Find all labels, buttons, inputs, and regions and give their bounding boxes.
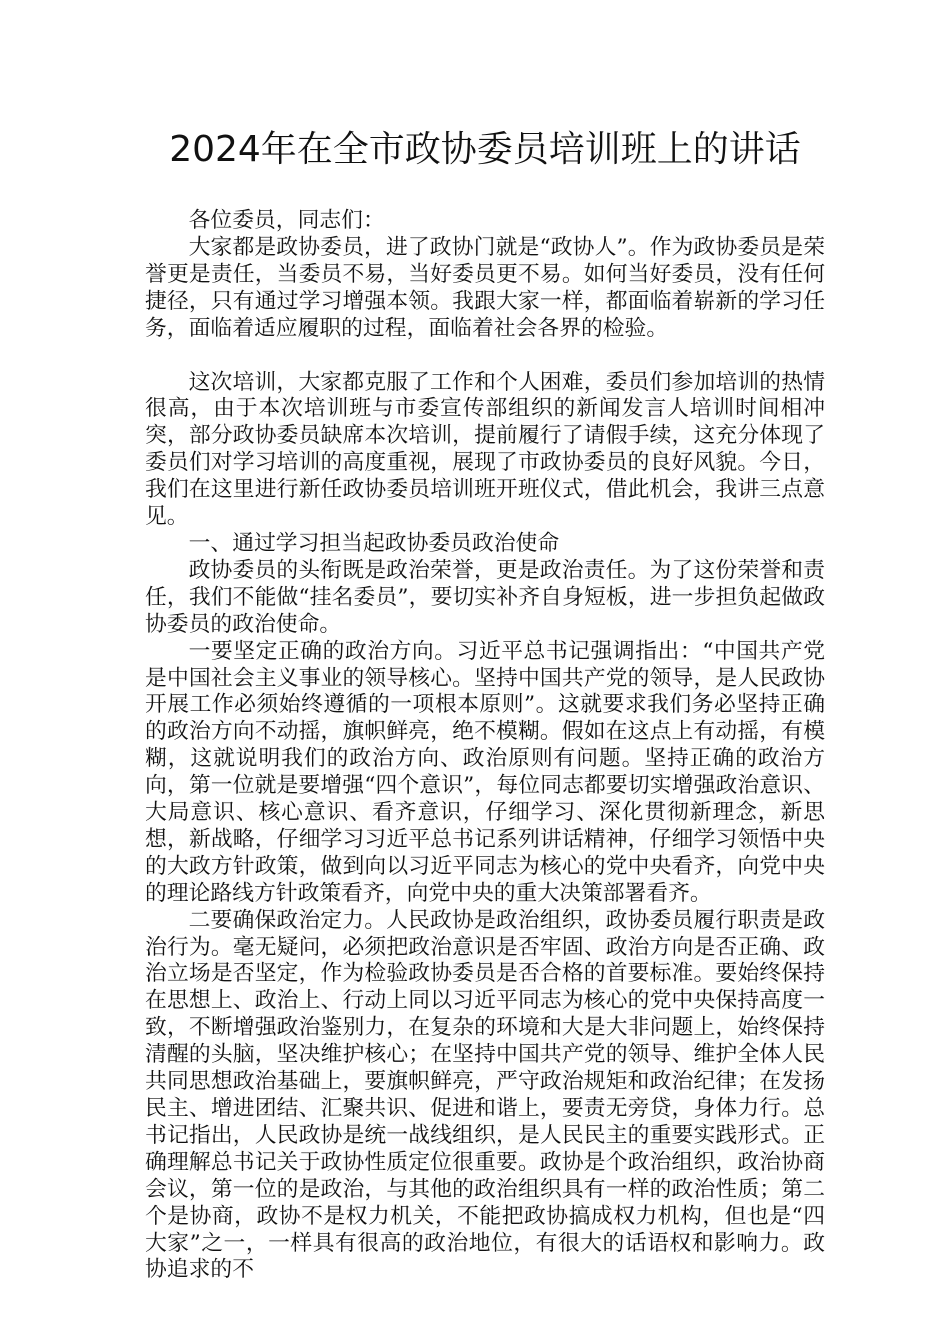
section-heading-1: 一、通过学习担当起政协委员政治使命 <box>188 530 560 556</box>
document-page <box>145 125 825 1284</box>
paragraph-section-1-intro: 政协委员的头衔既是政治荣誉，更是政治责任。为了这份荣誉和责任，我们不能做“挂名委员”，要切实补齐自身短板，进一步担负起做政协委员的政治使命。 <box>145 557 825 637</box>
salutation: 各位委员，同志们： <box>188 208 385 233</box>
paragraph-gap <box>145 343 825 370</box>
paragraph-training: 这次培训，大家都克服了工作和个人困难，委员们参加培训的热情很高，由于本次培训班与市委宣传部组织的新闻发言人培训时间相冲突，部分政协委员缺席本次培训，提前履行了请假手续，这充分体现了委员们对学习培训的高度重视，展现了市政协委员的良好风貌。今日，我们在这里进行新任政协委员培训班开班仪式，借此机会，我讲三点意见。 <box>145 369 825 530</box>
document-title: 2024年在全市政协委员培训班上的讲话 <box>169 129 801 170</box>
paragraph-political-direction: 一要坚定正确的政治方向。习近平总书记强调指出：“中国共产党是中国社会主义事业的领导核心。坚持中国共产党的领导，是人民政协开展工作必须始终遵循的一项根本原则”。这就要求我们务必坚持正确的政治方向不动摇，旗帜鲜亮，绝不模糊。假如在这点上有动摇，有模糊，这就说明我们的政治方向、政治原则有问题。坚持正确的政治方向，第一位就是要增强“四个意识”，每位同志都要切实增强政治意识、大局意识、核心意识、看齐意识，仔细学习、深化贯彻新理念，新思想，新战略，仔细学习习近平总书记系列讲话精神，仔细学习领悟中央的大政方针政策，做到向以习近平同志为核心的党中央看齐，向党中央的理论路线方针政策看齐，向党中央的重大决策部署看齐。 <box>145 638 825 906</box>
paragraph-political-resolve: 二要确保政治定力。人民政协是政治组织，政协委员履行职责是政治行为。毫无疑问，必须把政治意识是否牢固、政治方向是否正确、政治立场是否坚定，作为检验政协委员是否合格的首要标准。要始终保持在思想上、政治上、行动上同以习近平同志为核心的党中央保持高度一致，不断增强政治鉴别力，在复杂的环境和大是大非问题上，始终保持清醒的头脑，坚决维护核心；在坚持中国共产党的领导、维护全体人民共同思想政治基础上，要旗帜鲜亮，严守政治规矩和政治纪律；在发扬民主、增进团结、汇聚共识、促进和谐上，要责无旁贷，身体力行。总书记指出，人民政协是统一战线组织，是人民民主的重要实践形式。正确理解总书记关于政协性质定位很重要。政协是个政治组织，政治协商会议，第一位的是政治，与其他的政治组织具有一样的政治性质；第二个是协商，政协不是权力机关，不能把政协搞成权力机构，但也是“四大家”之一，一样具有很高的政治地位，有很大的话语权和影响力。政协追求的不 <box>145 907 825 1283</box>
paragraph-intro: 大家都是政协委员，进了政协门就是“政协人”。作为政协委员是荣誉更是责任，当委员不易，当好委员更不易。如何当好委员，没有任何捷径，只有通过学习增强本领。我跟大家一样，都面临着崭新的学习任务，面临着适应履职的过程，面临着社会各界的检验。 <box>145 234 825 341</box>
